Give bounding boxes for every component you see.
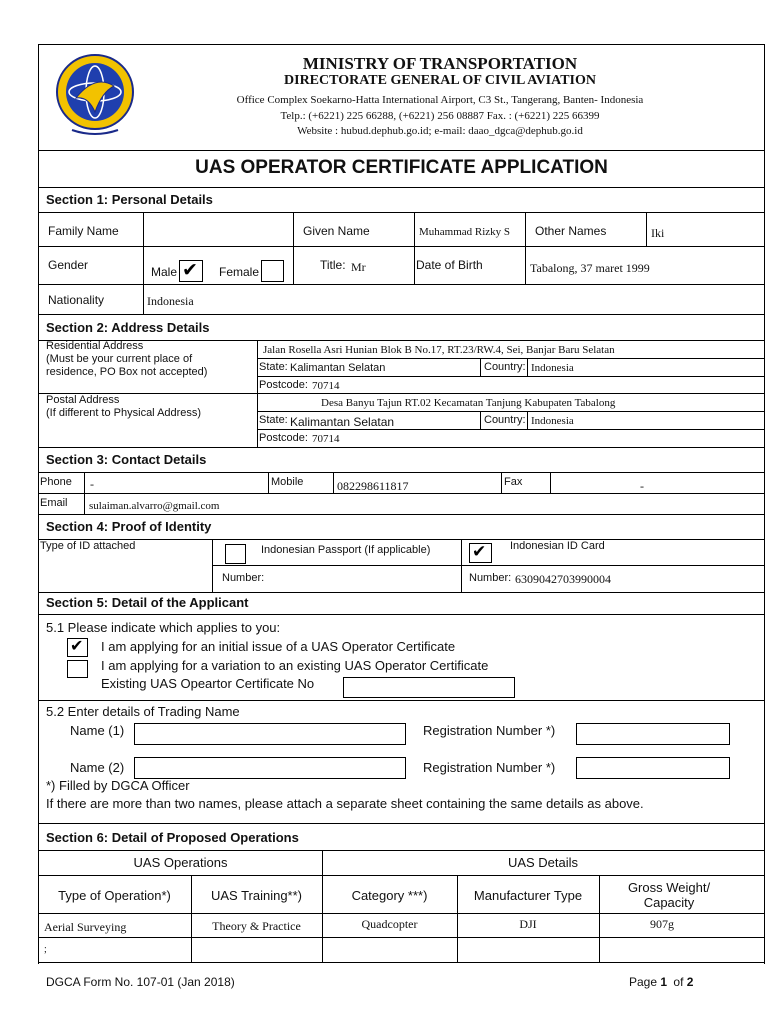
male-label: Male bbox=[151, 265, 178, 279]
q52-label: 5.2 Enter details of Trading Name bbox=[46, 704, 240, 719]
idcard-number-label: Number: bbox=[469, 572, 512, 584]
initial-issue-label: I am applying for an initial issue of a UAS Operator Certificate bbox=[101, 639, 456, 654]
passport-checkbox[interactable] bbox=[225, 544, 246, 564]
other-names-field[interactable]: Iki bbox=[651, 226, 665, 240]
uas-details-header: UAS Details bbox=[507, 855, 579, 870]
postal-label: Postal Address bbox=[46, 394, 120, 406]
residential-note-2: residence, PO Box not accepted) bbox=[46, 366, 208, 378]
page-of: of bbox=[673, 975, 684, 989]
passport-number-label: Number: bbox=[222, 572, 265, 584]
table-cell: Quadcopter bbox=[361, 917, 418, 931]
reg-number2-label: Registration Number *) bbox=[423, 760, 556, 775]
page-indicator bbox=[629, 976, 693, 988]
office-address: Office Complex Soekarno-Hatta International Airport, C3 St., Tangerang, Banten- Indonesia bbox=[236, 94, 644, 106]
reg-number1-input[interactable] bbox=[576, 723, 730, 745]
male-checkbox[interactable] bbox=[179, 260, 203, 282]
id-type-label: Type of ID attached bbox=[40, 540, 136, 552]
section5-title: Section 5: Detail of the Applicant bbox=[46, 595, 249, 610]
fax-field[interactable]: - bbox=[640, 479, 644, 493]
existing-cert-label: Existing UAS Opeartor Certificate No bbox=[101, 676, 315, 691]
title-label: Title: bbox=[320, 258, 346, 272]
post-postcode-label: Postcode: bbox=[259, 432, 308, 444]
post-state-field[interactable]: Kalimantan Selatan bbox=[290, 415, 395, 429]
variation-label: I am applying for a variation to an existing UAS Operator Certificate bbox=[101, 658, 489, 673]
female-checkbox[interactable] bbox=[261, 260, 284, 282]
uas-operations-header: UAS Operations bbox=[133, 855, 228, 870]
existing-cert-input[interactable] bbox=[343, 677, 515, 698]
col-header-type: Type of Operation*) bbox=[58, 888, 171, 903]
filled-by-note: *) Filled by DGCA Officer bbox=[46, 778, 190, 793]
other-names-label: Other Names bbox=[535, 224, 607, 238]
table-cell: 907g bbox=[650, 917, 674, 931]
phone-field[interactable]: - bbox=[90, 477, 94, 491]
res-state-label: State: bbox=[259, 361, 288, 373]
section1-title: Section 1: Personal Details bbox=[46, 192, 213, 207]
name1-input[interactable] bbox=[134, 723, 406, 745]
section4-title: Section 4: Proof of Identity bbox=[46, 519, 212, 534]
website-email: Website : hubud.dephub.go.id; e-mail: daao_dgca@dephub.go.id bbox=[297, 125, 583, 137]
checkmark-icon: ✔ bbox=[70, 636, 84, 655]
res-postcode-field[interactable]: 70714 bbox=[312, 380, 340, 392]
directorate-title: DIRECTORATE GENERAL OF CIVIL AVIATION bbox=[284, 73, 596, 88]
given-name-label: Given Name bbox=[303, 224, 370, 238]
title-field[interactable]: Mr bbox=[351, 260, 366, 274]
email-field[interactable]: sulaiman.alvarro@gmail.com bbox=[89, 500, 220, 512]
col-header-category: Category ***) bbox=[351, 888, 428, 903]
mobile-field[interactable]: 082298611817 bbox=[337, 479, 409, 493]
initial-issue-checkbox[interactable] bbox=[67, 638, 88, 657]
post-country-field[interactable]: Indonesia bbox=[531, 415, 574, 427]
res-postcode-label: Postcode: bbox=[259, 379, 308, 391]
dob-label: Date of Birth bbox=[416, 258, 483, 272]
idcard-label: Indonesian ID Card bbox=[510, 540, 605, 552]
page-prefix: Page bbox=[629, 975, 658, 989]
page-number: 1 bbox=[660, 975, 668, 989]
ministry-title: MINISTRY OF TRANSPORTATION bbox=[302, 54, 578, 73]
postal-address-field[interactable]: Desa Banyu Tajun RT.02 Kecamatan Tanjung Kabupaten Tabalong bbox=[321, 397, 616, 409]
more-names-note: If there are more than two names, please attach a separate sheet containing the same details as above. bbox=[46, 796, 644, 811]
reg-number2-input[interactable] bbox=[576, 757, 730, 779]
form-number: DGCA Form No. 107-01 (Jan 2018) bbox=[46, 975, 235, 989]
name2-label: Name (2) bbox=[70, 760, 125, 775]
telp-fax: Telp.: (+6221) 225 66288, (+6221) 256 08887 Fax. : (+6221) 225 66399 bbox=[280, 110, 600, 122]
form-title: UAS OPERATOR CERTIFICATE APPLICATION bbox=[195, 157, 608, 178]
page-total: 2 bbox=[686, 975, 694, 989]
q51-label: 5.1 Please indicate which applies to you: bbox=[46, 620, 281, 635]
col-header-capacity: Capacity bbox=[643, 895, 695, 910]
section3-title: Section 3: Contact Details bbox=[46, 452, 207, 467]
res-state-field[interactable]: Kalimantan Selatan bbox=[290, 362, 386, 374]
residential-note-1: (Must be your current place of bbox=[46, 353, 193, 365]
passport-label: Indonesian Passport (If applicable) bbox=[261, 544, 431, 556]
section6-title: Section 6: Detail of Proposed Operations bbox=[46, 830, 299, 845]
nationality-field[interactable]: Indonesia bbox=[147, 294, 194, 308]
fax-label: Fax bbox=[504, 476, 523, 488]
gender-label: Gender bbox=[48, 258, 89, 272]
postal-note: (If different to Physical Address) bbox=[46, 407, 202, 419]
table-cell: Aerial Surveying bbox=[44, 920, 127, 934]
res-country-label: Country: bbox=[484, 361, 526, 373]
res-country-field[interactable]: Indonesia bbox=[531, 362, 574, 374]
checkmark-icon: ✔ bbox=[472, 542, 487, 562]
dob-field[interactable]: Tabalong, 37 maret 1999 bbox=[530, 261, 650, 275]
table-cell: DJI bbox=[519, 917, 537, 931]
nationality-label: Nationality bbox=[48, 293, 105, 307]
female-label: Female bbox=[219, 265, 260, 279]
name2-input[interactable] bbox=[134, 757, 406, 779]
col-header-weight: Gross Weight/ bbox=[627, 880, 711, 895]
post-state-label: State: bbox=[259, 414, 288, 426]
table-cell: Theory & Practice bbox=[212, 919, 301, 933]
reg-number1-label: Registration Number *) bbox=[423, 723, 556, 738]
idcard-checkbox[interactable] bbox=[469, 543, 492, 563]
family-name-label: Family Name bbox=[48, 224, 119, 238]
email-label: Email bbox=[40, 497, 68, 509]
checkmark-icon: ✔ bbox=[182, 259, 198, 281]
mobile-label: Mobile bbox=[271, 476, 304, 488]
idcard-number-field[interactable]: 6309042703990004 bbox=[515, 572, 611, 586]
variation-checkbox[interactable] bbox=[67, 660, 88, 678]
residential-address-field[interactable]: Jalan Rosella Asri Hunian Blok B No.17, RT.23/RW.4, Sei, Banjar Baru Selatan bbox=[263, 344, 615, 356]
phone-label: Phone bbox=[40, 476, 72, 488]
given-name-field[interactable]: Muhammad Rizky S bbox=[419, 227, 511, 238]
col-header-training: UAS Training**) bbox=[210, 888, 303, 903]
post-country-label: Country: bbox=[484, 414, 526, 426]
residential-label: Residential Address bbox=[46, 340, 144, 352]
section2-title: Section 2: Address Details bbox=[46, 320, 210, 335]
name1-label: Name (1) bbox=[70, 723, 125, 738]
table-cell: ; bbox=[44, 944, 47, 955]
col-header-manufacturer: Manufacturer Type bbox=[473, 888, 583, 903]
post-postcode-field[interactable]: 70714 bbox=[312, 433, 340, 445]
